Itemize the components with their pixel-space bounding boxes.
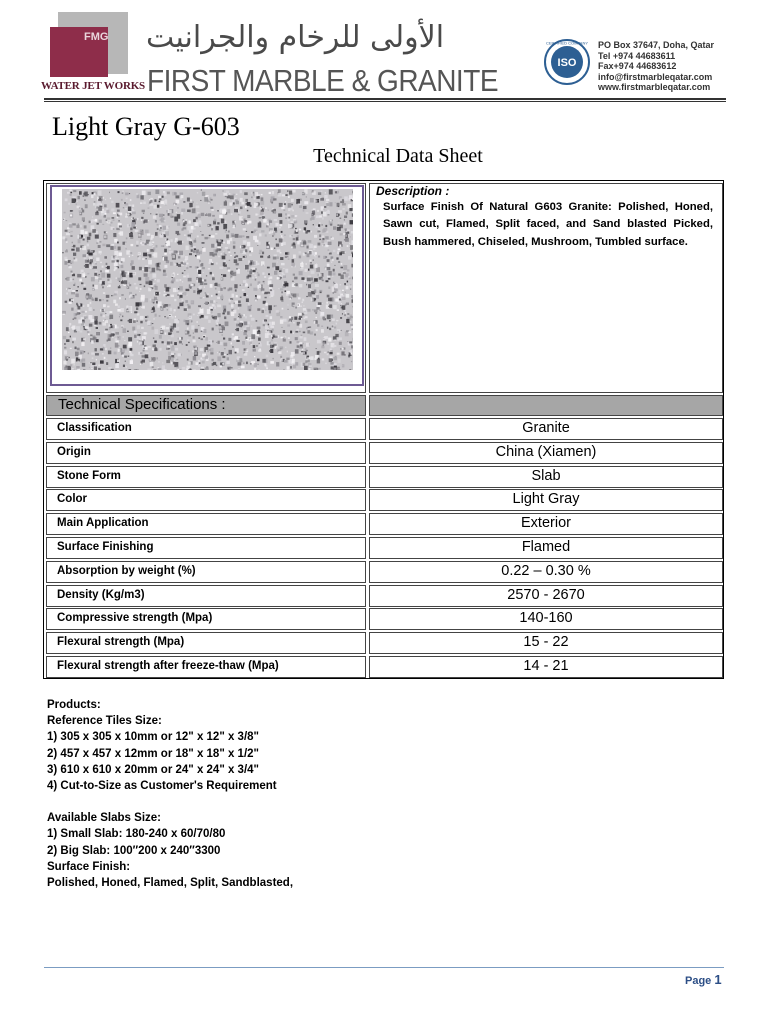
logo-mark-text: FMG: [84, 31, 109, 43]
spec-label: Compressive strength (Mpa): [57, 612, 213, 625]
tile-size-item: 2) 457 x 457 x 12mm or 18" x 18" x 1/2": [47, 747, 259, 760]
contact-line: info@firstmarbleqatar.com: [598, 71, 713, 82]
finish-text: Polished, Honed, Flamed, Split, Sandblasted,: [47, 877, 294, 890]
granite-sample-image: [62, 189, 353, 370]
spec-label: Flexural strength after freeze-thaw (Mpa): [57, 660, 279, 672]
tile-size-item: 4) Cut-to-Size as Customer's Requirement: [47, 780, 277, 793]
spec-value: Flamed: [521, 539, 571, 555]
spec-row-label-cell: [46, 489, 366, 511]
slab-size-item: 1) Small Slab: 180-240 x 60/70/80: [47, 828, 226, 841]
spec-value: 14 - 21: [523, 658, 569, 674]
spec-row-label-cell: [46, 442, 366, 464]
contact-line: PO Box 37647, Doha, Qatar: [598, 40, 715, 50]
spec-value: Granite: [522, 420, 570, 436]
finish-heading: Surface Finish:: [47, 860, 131, 873]
logo-caption: WATER JET WORKS: [41, 80, 145, 92]
slab-size-item: 2) Big Slab: 100″200 x 240″3300: [47, 844, 221, 857]
spec-heading-band-right: [369, 395, 723, 416]
header-divider: [44, 98, 726, 100]
slabs-heading: Available Slabs Size:: [47, 812, 161, 825]
sheet-title-text: Technical Data Sheet: [313, 145, 483, 167]
header-divider-thin: [44, 101, 726, 102]
spec-label: Density (Kg/m3): [57, 588, 145, 601]
spec-value: Slab: [531, 467, 561, 484]
spec-value: 2570 - 2670: [507, 586, 585, 603]
iso-certified-icon: [543, 38, 591, 86]
footer-divider: [44, 967, 724, 968]
page-label-text: Page: [685, 975, 712, 987]
tiles-heading: Reference Tiles Size:: [47, 715, 162, 728]
page-number: [685, 972, 722, 987]
contact-line: www.firstmarbleqatar.com: [598, 82, 711, 92]
spec-value: 140-160: [519, 610, 573, 627]
page-number-value: 1: [714, 972, 722, 987]
tile-size-item: 3) 610 x 610 x 20mm or 24" x 24" x 3/4": [47, 763, 259, 776]
spec-label: Classification: [57, 422, 132, 434]
products-heading: Products:: [47, 699, 101, 711]
spec-value: China (Xiamen): [495, 443, 597, 460]
contact-line: Fax+974 44683612: [598, 61, 677, 71]
tile-size-item: 1) 305 x 305 x 10mm or 12" x 12" x 3/8": [47, 731, 259, 744]
sheet-title: [0, 145, 768, 168]
contact-line: Tel +974 44683611: [598, 50, 676, 61]
spec-label: Stone Form: [57, 469, 121, 482]
spec-label: Main Application: [57, 517, 149, 530]
spec-value: 0.22 – 0.30 %: [501, 562, 591, 579]
spec-label: Color: [57, 493, 88, 506]
spec-label: Surface Finishing: [57, 541, 154, 553]
spec-label: Absorption by weight (%): [57, 564, 196, 577]
company-name-arabic: الأولى للرخام والجرانيت: [146, 20, 445, 55]
spec-value: Light Gray: [512, 491, 580, 508]
description-label: Description :: [376, 184, 450, 198]
products-section: [47, 697, 293, 891]
contact-info: [598, 40, 714, 93]
product-title: Light Gray G-603: [52, 112, 240, 141]
spec-heading: Technical Specifications :: [58, 396, 226, 413]
spec-label: Origin: [57, 445, 91, 458]
iso-badge-text: ISO: [557, 57, 577, 69]
spec-label: Flexural strength (Mpa): [57, 636, 185, 649]
description-text: Surface Finish Of Natural G603 Granite: Polished, Honed, Sawn cut, Flamed, Split faced, and Sand blasted Picked, Bush hammered, Chiseled, Mushroom, Tumbled surface.: [383, 201, 713, 248]
company-name: FIRST MARBLE & GRANITE: [147, 64, 498, 98]
iso-ring-text: CERTIFIED COMPANY: [545, 40, 589, 46]
spec-value: Exterior: [521, 515, 571, 532]
spec-value: 15 - 22: [523, 634, 569, 651]
